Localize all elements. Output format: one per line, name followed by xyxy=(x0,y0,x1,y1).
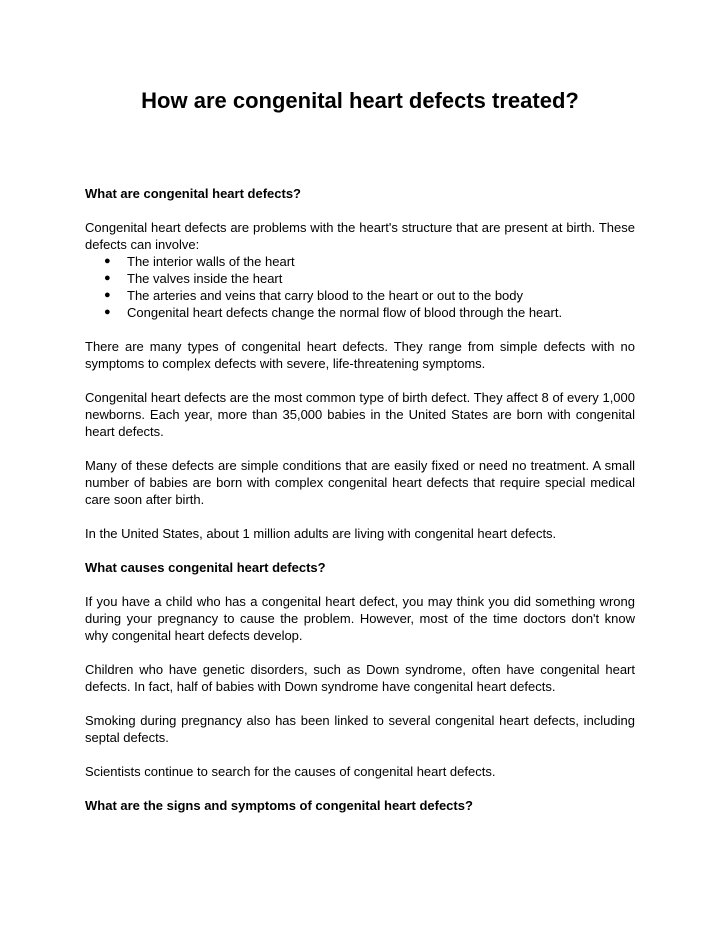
bullet-icon: ● xyxy=(104,289,111,301)
section-heading-causes: What causes congenital heart defects? xyxy=(85,560,326,575)
paragraph-research: Scientists continue to search for the causes of congenital heart defects. xyxy=(85,764,496,779)
paragraph-pregnancy: If you have a child who has a congenital heart defect, you may think you did something wrong during your pregnancy to cause the problem. However, most of the time doctors don't know why congenital heart defects develop. xyxy=(85,594,635,643)
paragraph-common: Congenital heart defects are the most common type of birth defect. They affect 8 of every 1,000 newborns. Each year, more than 35,000 babies in the United States are born with congenital heart defects. xyxy=(85,390,635,439)
paragraph-types: There are many types of congenital heart defects. They range from simple defects with no symptoms to complex defects with severe, life-threatening symptoms. xyxy=(85,339,635,371)
paragraph-adults: In the United States, about 1 million adults are living with congenital heart defects. xyxy=(85,526,557,541)
list-item-text: Congenital heart defects change the normal flow of blood through the heart. xyxy=(127,305,563,320)
list-item-text: The interior walls of the heart xyxy=(127,254,295,269)
list-item-text: The valves inside the heart xyxy=(127,271,283,286)
paragraph-intro: Congenital heart defects are problems with the heart's structure that are present at birth. These defects can involve: xyxy=(85,220,635,252)
list-item xyxy=(85,253,635,270)
section-heading-symptoms: What are the signs and symptoms of congenital heart defects? xyxy=(85,798,473,813)
bullet-icon: ● xyxy=(104,272,111,284)
bullet-icon: ● xyxy=(104,306,111,318)
list-item xyxy=(85,304,635,321)
section-heading-what-are: What are congenital heart defects? xyxy=(85,186,301,201)
page-title: How are congenital heart defects treated? xyxy=(141,88,579,113)
paragraph-genetic: Children who have genetic disorders, such as Down syndrome, often have congenital heart defects. In fact, half of babies with Down syndrome have congenital heart defects. xyxy=(85,662,635,694)
bullet-list xyxy=(85,253,635,321)
paragraph-smoking: Smoking during pregnancy also has been linked to several congenital heart defects, including septal defects. xyxy=(85,713,635,745)
paragraph-simple: Many of these defects are simple conditions that are easily fixed or need no treatment. A small number of babies are born with complex congenital heart defects that require special medical care soon after birth. xyxy=(85,458,635,507)
list-item xyxy=(85,270,635,287)
list-item-text: The arteries and veins that carry blood to the heart or out to the body xyxy=(127,288,524,303)
bullet-icon: ● xyxy=(104,255,111,267)
list-item xyxy=(85,287,635,304)
